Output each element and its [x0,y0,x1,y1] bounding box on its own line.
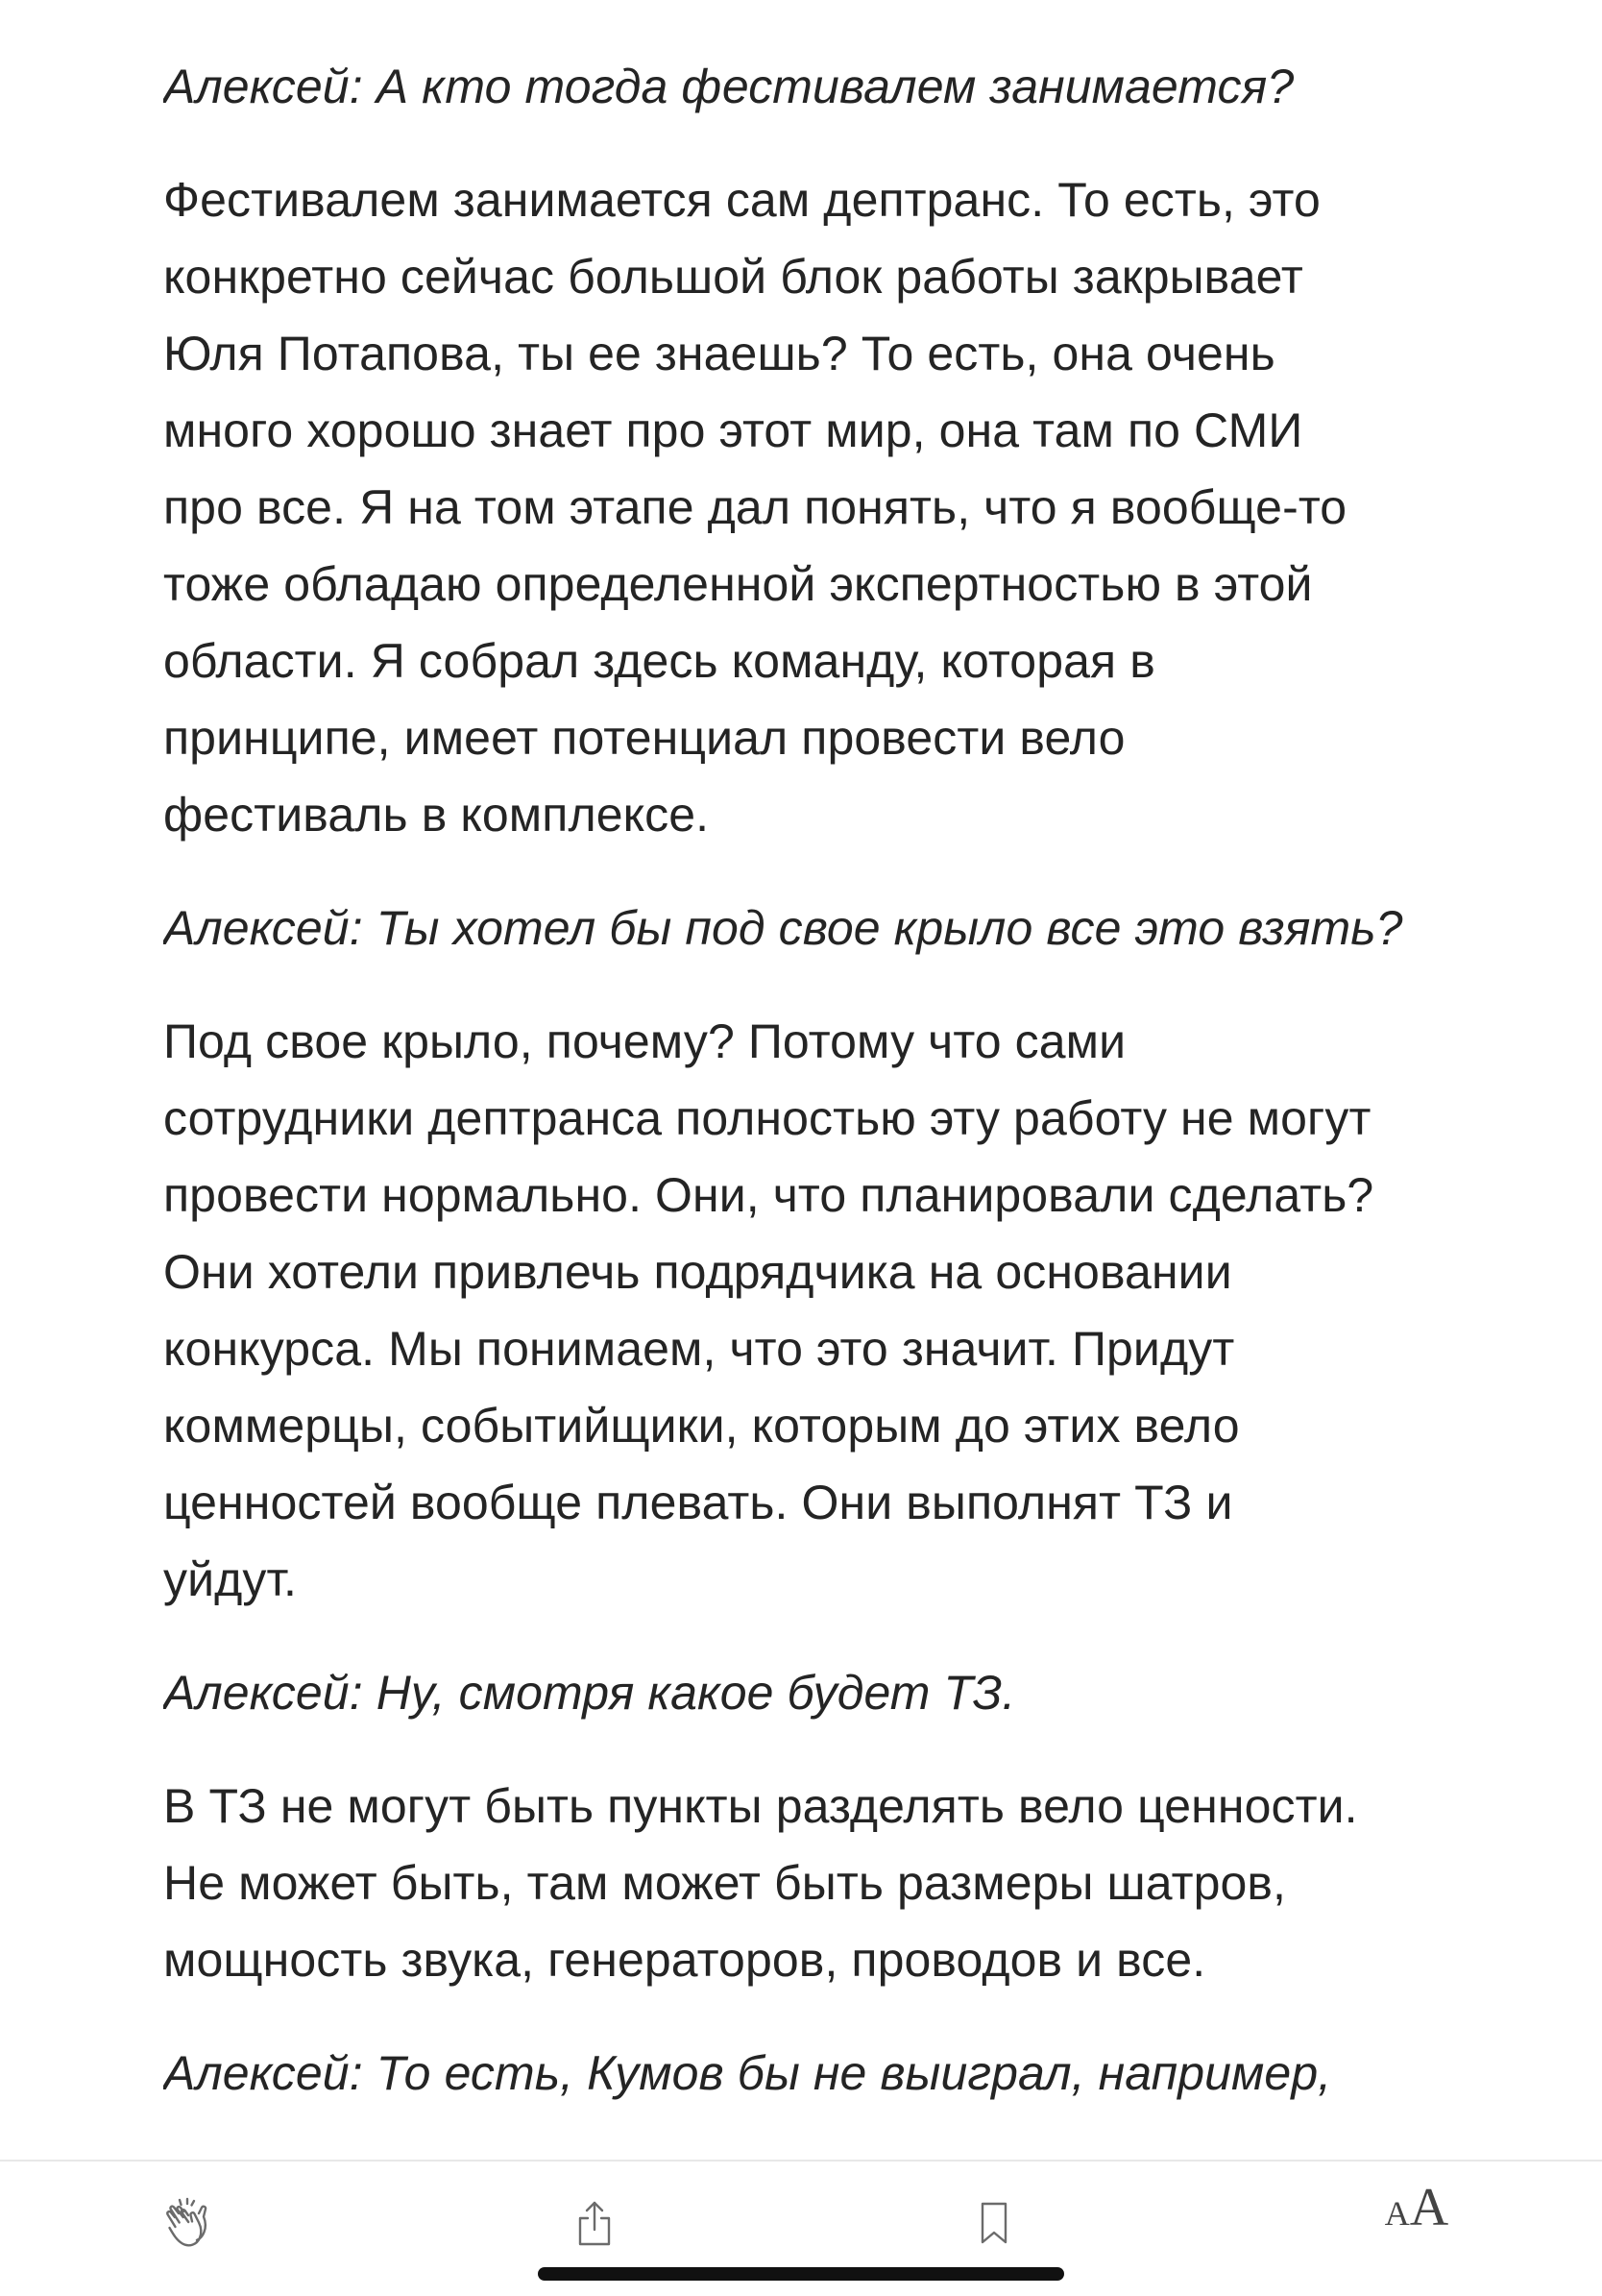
question-paragraph: Алексей: А кто тогда фестивалем занимается? [163,60,1295,113]
question-paragraph: Алексей: То есть, Кумов бы не выиграл, например, [163,2046,1332,2100]
answer-paragraph: В ТЗ не могут быть пункты разделять вело ценности. Не может быть, там может быть размеры шатров, мощность звука, генераторов, проводов и все. [163,1779,1358,1987]
share-button[interactable] [551,2181,638,2267]
article-body [163,48,1450,2152]
clap-icon [159,2196,215,2252]
clap-button[interactable] [144,2181,231,2267]
answer-paragraph: Фестивалем занимается сам дептранс. То есть, это конкретно сейчас большой блок работы закрывает Юля Потапова, ты ее знаешь? То есть, она очень много хорошо знает про этот мир, она там по СМИ про все. Я на том этапе дал понять, что я вообще-то тоже обладаю определенной экспертностью в этой области. Я собрал здесь команду, которая в принципе, имеет потенциал провести вело фестиваль в комплексе. [163,173,1347,842]
question-paragraph: Алексей: Ну, смотря какое будет ТЗ. [163,1666,1016,1720]
home-indicator[interactable] [538,2267,1064,2281]
text-size-button[interactable] [1364,2178,1469,2267]
question-paragraph: Алексей: Ты хотел бы под свое крыло все это взять? [163,901,1403,955]
text-size-large-label: A [1409,2178,1449,2237]
text-size-small-label: A [1384,2194,1410,2233]
bookmark-button[interactable] [951,2181,1037,2267]
bookmark-icon [975,2199,1013,2249]
answer-paragraph: Под свое крыло, почему? Потому что сами сотрудники дептранса полностью эту работу не могут провести нормально. Они, что планировали сделать? Они хотели привлечь подрядчика на основании конкурса. Мы понимаем, что это значит. Придут коммерцы, событийщики, которым до этих вело ценностей вообще плевать. Они выполнят ТЗ и уйдут. [163,1014,1374,1606]
share-icon [571,2199,618,2249]
